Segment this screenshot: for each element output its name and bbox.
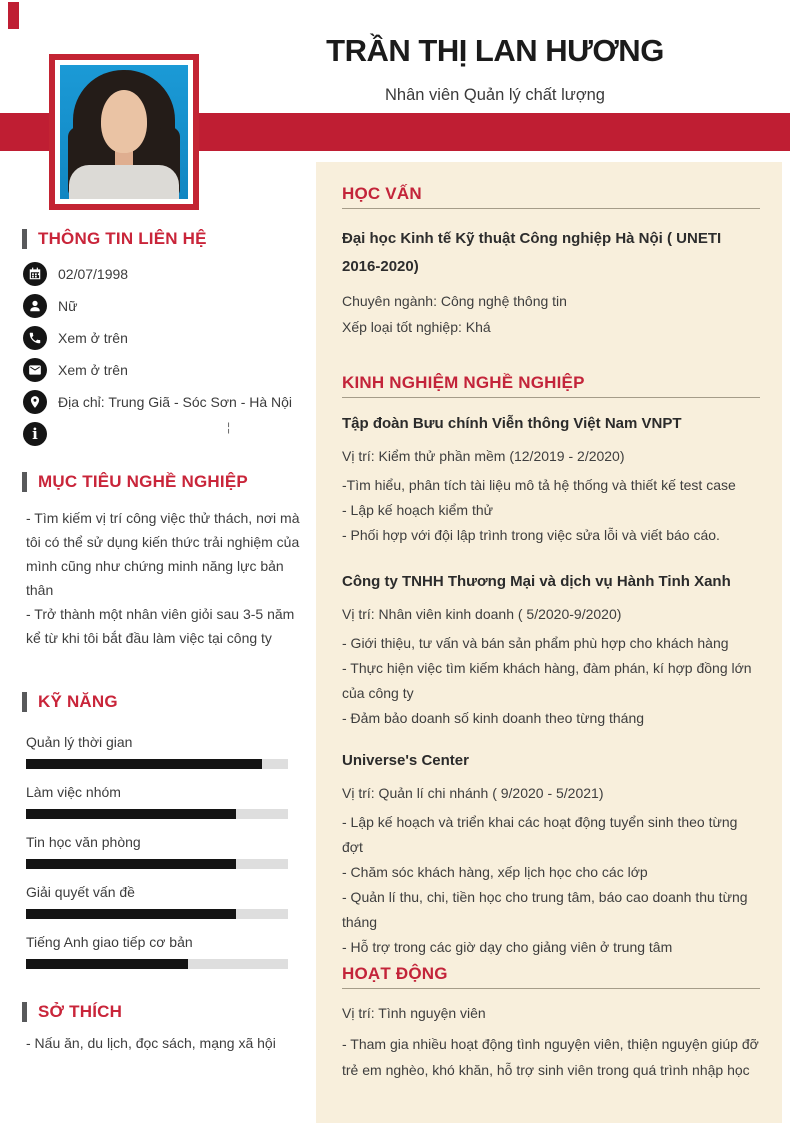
job-bullet: - Hỗ trợ trong các giờ dạy cho giảng viên ở trung tâm [342,939,673,955]
job-bullet: - Chăm sóc khách hàng, xếp lịch học cho các lớp [342,864,648,880]
job-bullet: - Thực hiện việc tìm kiếm khách hàng, đàm phán, kí hợp đồng lớn của công ty [342,660,752,701]
heading-underline [342,208,760,209]
hobbies-heading-label: SỞ THÍCH [38,1002,123,1021]
contact-heading-label: THÔNG TIN LIÊN HỆ [38,229,207,248]
skill-bar-track [26,809,288,819]
activities-bullet: - Tham gia nhiều hoạt động tình nguyện viên, thiện nguyện giúp đỡ trẻ em nghèo, khó khăn, hỗ trợ sinh viên trong quá trình nhập học [342,1036,759,1078]
heading-bar [22,692,27,712]
skill-label: Tiếng Anh giao tiếp cơ bản [26,934,193,950]
job-bullets [342,631,760,731]
objective-item: - Tìm kiếm vị trí công việc thử thách, nơi mà tôi có thể sử dụng kiến thức trải nghiệm của mình cũng như chứng minh năng lực bản thân [26,510,300,598]
heading-bar [22,229,27,249]
skills-section [22,691,308,982]
job-company: Công ty TNHH Thương Mại và dịch vụ Hành Tinh Xanh [342,573,731,590]
skill-bar-track [26,959,288,969]
job-position: Vị trí: Kiểm thử phần mềm (12/2019 - 2/2020) [342,448,625,464]
skill-label: Giải quyết vấn đề [26,884,135,900]
profile-photo-image [60,65,188,199]
activities-position: Vị trí: Tình nguyện viên [342,1005,486,1021]
job-position: Vị trí: Nhân viên kinh doanh ( 5/2020-9/2020) [342,606,622,622]
skills-heading-label: KỸ NĂNG [38,692,118,711]
skill-bar-fill [26,859,236,869]
job-bullet: - Đảm bảo doanh số kinh doanh theo từng tháng [342,710,645,726]
photo-face [101,90,147,153]
job-bullet: - Phối hợp với đội lập trình trong việc sửa lỗi và viết báo cáo. [342,527,720,543]
photo-shirt [69,165,179,199]
job-bullet: - Giới thiệu, tư vấn và bán sản phẩm phù hợp cho khách hàng [342,635,729,651]
hobbies-heading [22,1001,308,1023]
contact-row-address [22,386,308,418]
skill-bar-fill [26,759,262,769]
education-school: Đại học Kinh tế Kỹ thuật Công nghiệp Hà Nội ( UNETI 2016-2020) [342,230,722,275]
skill-bar-track [26,909,288,919]
job-company: Universe's Center [342,752,469,769]
objective-heading [22,471,308,493]
skill-item [26,932,308,969]
mail-icon [23,358,47,382]
page-title: TRẦN THỊ LAN HƯƠNG [326,33,664,68]
calendar-icon [23,262,47,286]
profile-photo [49,54,199,210]
skill-label: Làm việc nhóm [26,784,121,800]
experience-heading: KINH NGHIỆM NGHỀ NGHIỆP [342,373,585,392]
education-heading: HỌC VẤN [342,184,422,203]
skill-item [26,782,308,819]
contact-row-phone [22,322,308,354]
contact-list [22,258,308,450]
heading-bar [22,472,27,492]
job-company: Tập đoàn Bưu chính Viễn thông Việt Nam VNPT [342,415,682,432]
job-bullet: - Lập kế hoạch và triển khai các hoạt động tuyển sinh theo từng đợt [342,814,738,855]
job-bullet: - Quản lí thu, chi, tiền học cho trung tâm, báo cao doanh thu từng tháng [342,889,748,930]
job-position: Vị trí: Quản lí chi nhánh ( 9/2020 - 5/2021) [342,785,604,801]
heading-underline [342,988,760,989]
skill-bar-fill [26,959,188,969]
hobbies-section [22,1001,308,1051]
experience-section [342,372,760,960]
email-value: Xem ở trên [58,362,128,378]
corner-accent-bar [8,2,19,29]
education-section [342,183,760,340]
education-grade: Xếp loại tốt nghiệp: Khá [342,319,491,335]
contact-section [22,228,308,450]
contact-row-facebook [22,418,308,450]
objective-text [22,506,304,650]
skills-heading [22,691,308,713]
facebook-icon: i [23,422,47,446]
gender-value: Nữ [58,298,78,314]
objective-heading-label: MỤC TIÊU NGHỀ NGHIỆP [38,472,248,491]
skill-bar-fill [26,909,236,919]
objective-item: - Trở thành một nhân viên giỏi sau 3-5 năm kể từ khi tôi bắt đầu làm việc tại công ty [26,606,295,646]
contact-row-birthday [22,258,308,290]
text-artifact: ¦ [227,420,231,434]
phone-value: Xem ở trên [58,330,128,346]
contact-heading [22,228,308,250]
activities-section [342,963,760,1083]
hobbies-text: - Nấu ăn, du lịch, đọc sách, mạng xã hội [26,1035,276,1051]
skill-item [26,882,308,919]
phone-icon [23,326,47,350]
job-bullets [342,473,760,548]
heading-bar [22,1002,27,1022]
birthday-value: 02/07/1998 [58,266,129,282]
contact-row-gender [22,290,308,322]
skill-label: Quản lý thời gian [26,734,133,750]
skill-item [26,832,308,869]
job-bullet: - Lập kế hoạch kiểm thử [342,502,494,518]
job-bullets [342,810,760,960]
education-major: Chuyên ngành: Công nghệ thông tin [342,293,567,309]
address-value: Địa chỉ: Trung Giã - Sóc Sơn - Hà Nội [58,394,293,410]
skill-label: Tin học văn phòng [26,834,141,850]
activities-heading: HOẠT ĐỘNG [342,964,448,983]
skill-item [26,732,308,769]
heading-underline [342,397,760,398]
skill-bar-fill [26,809,236,819]
user-icon [23,294,47,318]
skill-bar-track [26,859,288,869]
main-panel [316,162,782,1123]
contact-row-email [22,354,308,386]
objective-section [22,471,308,650]
skill-bar-track [26,759,288,769]
job-bullet: -Tìm hiểu, phân tích tài liệu mô tả hệ thống và thiết kế test case [342,477,736,493]
job-title: Nhân viên Quản lý chất lượng [385,86,605,104]
skills-list [22,732,308,969]
location-icon [23,390,47,414]
header [200,33,790,105]
